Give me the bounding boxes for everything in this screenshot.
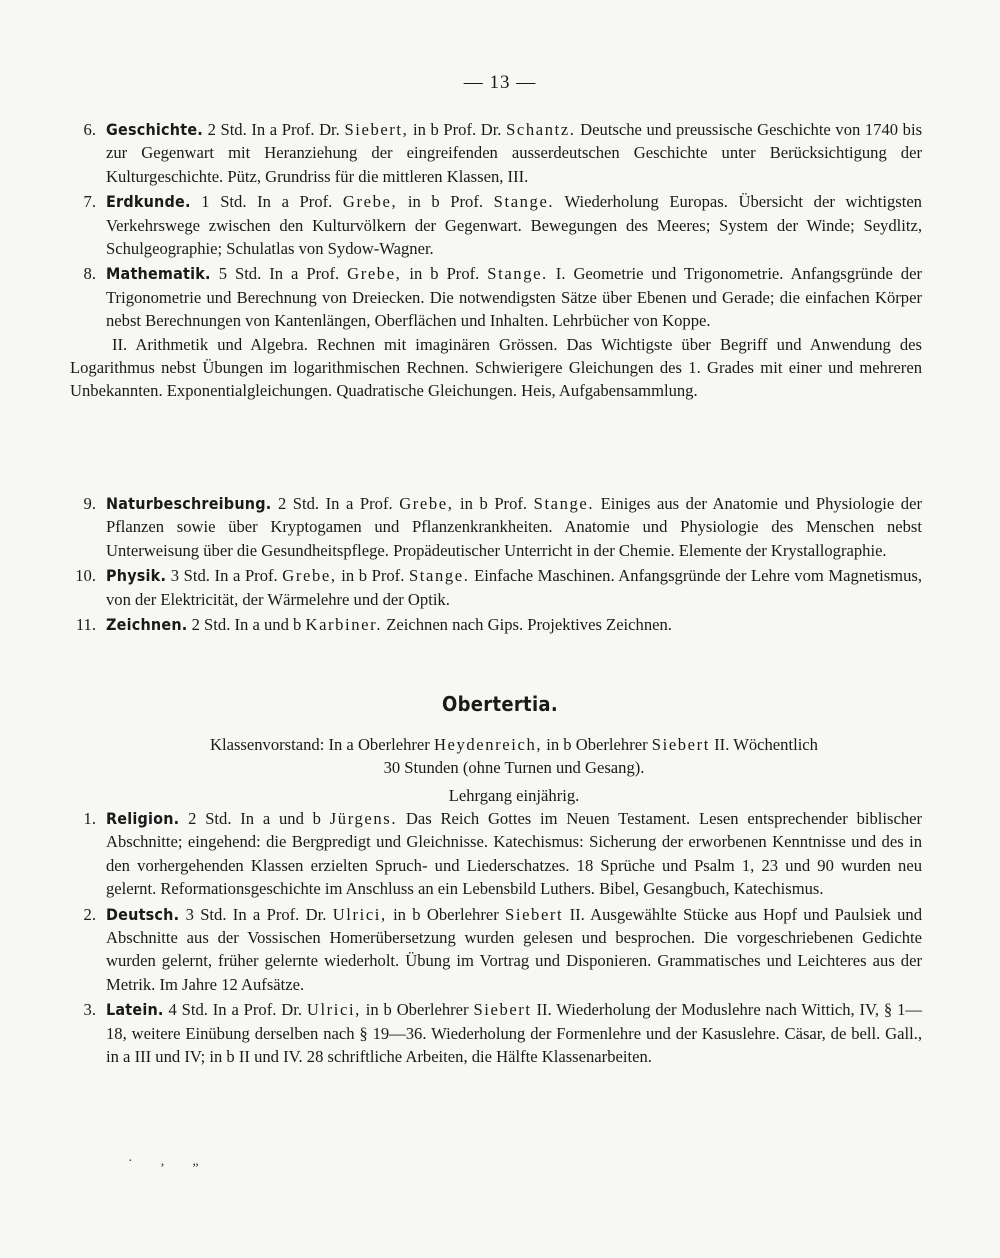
teacher-assignment-b: in b Oberlehrer <box>393 904 499 924</box>
bottom-entry-list <box>70 807 922 1068</box>
subject-hours: 3 Std. <box>185 904 227 924</box>
teacher-name-b: Siebert <box>505 904 564 924</box>
top-content <box>70 118 922 403</box>
top-entry-list <box>70 118 922 333</box>
entry-number: 6. <box>83 120 96 139</box>
teacher-name-a: Grebe, <box>399 494 454 513</box>
teacher-assignment-b: in b Prof. <box>407 192 484 212</box>
subject-entry <box>70 492 922 562</box>
class-info-post: II. Wöchentlich <box>714 735 818 754</box>
class-info-pre: Klassenvorstand: In a Oberlehrer <box>210 735 430 754</box>
entry-description: Das Reich Gottes im Neuen Testament. Lesen entsprechender biblischer Abschnitte; eingehend: die Bergpredigt und Gleichnisse. Katechismus: Sicherung der erworbenen Kenntnisse und des in den vorhergehenden Klassen erzielten Spruch- und Liederschatzes. 18 Sprüche und Psalm 1, 23 und 90 wurden neu gelernt. Reformationsgeschichte im Anschluss an ein Lebensbild Luthers. Bibel, Gesangbuch, Katechismus. <box>106 809 923 899</box>
teacher-name-a: Ulrici, <box>306 1000 361 1020</box>
subject-title: Erdkunde. <box>106 192 191 212</box>
teacher-assignment: In a Prof. <box>214 566 278 586</box>
teacher-name-a: Grebe, <box>282 566 337 586</box>
subject-title: Religion. <box>106 809 180 828</box>
teacher-assignment-b: in b Prof. <box>341 566 405 586</box>
class-info <box>70 733 958 807</box>
subject-title: Physik. <box>106 566 167 586</box>
subject-hours: 2 Std. <box>277 494 320 513</box>
teacher-assignment: In a Prof. Dr. <box>232 904 327 924</box>
subject-hours: 1 Std. <box>201 192 247 212</box>
teacher-assignment-b: in b Oberlehrer <box>365 1000 469 1020</box>
subject-hours: 5 Std. <box>218 264 262 284</box>
teacher-name-b: Stange. <box>408 566 470 586</box>
subject-entry <box>70 262 922 332</box>
teacher-name-b: Siebert <box>473 1000 532 1020</box>
teacher-assignment: In a Prof. Dr. <box>251 120 340 139</box>
teacher-assignment: In a und b <box>234 615 302 635</box>
subject-title: Geschichte. <box>106 120 203 139</box>
entry-description: II. Ausgewählte Stücke aus Hopf und Paulsiek und Abschnitte aus der Vossischen Homerübersetzung wurden gelesen und besprochen. Die vorgeschriebenen Gedichte wurden gelernt, früher gelernte wiederholt. Übung im Vortrag und Disponieren. Grammatisches und Leichteres aus der Metrik. Im Jahre 12 Aufsätze. <box>106 904 922 994</box>
entry-number: 1. <box>83 809 96 828</box>
page-number: — 13 — <box>463 72 537 93</box>
math-part-two: II. Arithmetik und Algebra. Rechnen mit imaginären Grössen. Das Wichtigste über Begriff und Anwendung des Logarithmus nebst Übungen im logarithmischen Rechnen. Schwierigere Gleichungen des 1. Grades mit einer und mehreren Unbekannten. Exponentialgleichungen. Quadratische Gleichungen. Heis, Aufgabensammlung. <box>70 334 922 401</box>
teacher-name-b: Schantz. <box>506 120 576 139</box>
subject-hours: 2 Std. <box>191 615 231 635</box>
entry-number: 11. <box>75 615 96 635</box>
class-info-mid: in b Oberlehrer <box>546 735 648 754</box>
subject-entry <box>70 807 922 901</box>
bottom-content <box>70 807 922 1068</box>
class-info-line-2: 30 Stunden (ohne Turnen und Gesang). <box>383 758 645 778</box>
subject-hours: 3 Std. <box>170 566 210 586</box>
course-length: Lehrgang einjährig. <box>448 785 580 805</box>
teacher-assignment-b: in b Prof. <box>409 264 480 284</box>
teacher-name-b: Stange. <box>493 192 555 212</box>
teacher-assignment: In a Prof. Dr. <box>212 1000 302 1020</box>
subject-title: Latein. <box>106 1000 164 1020</box>
entry-number: 9. <box>83 494 96 513</box>
section-title: Obertertia. <box>442 692 558 716</box>
subject-entry <box>70 613 922 636</box>
entry-description: Deutsche und preussische Geschichte von 1740 bis zur Gegenwart mit Heranziehung der eingreifenden ausserdeutschen Geschichte unter Berücksichtigung der Kulturgeschichte. Pütz, Grundriss für die mittleren Klassen, III. <box>106 120 923 186</box>
teacher-name-b: Stange. <box>487 264 548 284</box>
entry-number: 3. <box>83 1000 96 1020</box>
subject-entry <box>70 998 922 1068</box>
entry-description: II. Wiederholung der Moduslehre nach Wittich, IV, § 1—18, weitere Einübung derselben nach § 19—36. Wiederholung der Formenlehre und der Kasuslehre. Cäsar, de bell. Gall., in a III und IV; in b II und IV. 28 schriftliche Arbeiten, die Hälfte Klassenarbeiten. <box>106 1000 922 1067</box>
subject-title: Mathematik. <box>106 264 211 284</box>
entry-number: 10. <box>75 566 96 586</box>
teacher-name-b: Stange. <box>533 494 595 513</box>
entry-description: Zeichnen nach Gips. Projektives Zeichnen. <box>386 615 672 635</box>
subject-entry <box>70 564 922 611</box>
subject-entry <box>70 190 922 260</box>
teacher-name-a: Jürgens. <box>329 809 398 828</box>
entry-number: 2. <box>83 904 96 924</box>
teacher-name-a: Grebe, <box>342 192 398 212</box>
teacher-assignment-b: in b Prof. Dr. <box>413 120 502 139</box>
teacher-assignment: In a und b <box>240 809 321 828</box>
mid-entry-list <box>70 492 922 636</box>
entry-description: Einfache Maschinen. Anfangsgründe der Lehre vom Magnetismus, von der Elektricität, der Wärmelehre und der Optik. <box>106 566 922 609</box>
subject-title: Zeichnen. <box>106 615 188 635</box>
teacher-assignment: In a Prof. <box>325 494 393 513</box>
subject-hours: 2 Std. <box>188 809 232 828</box>
subject-entry <box>70 118 922 188</box>
class-teacher-b: Siebert <box>651 735 710 754</box>
entry-number: 8. <box>83 264 96 284</box>
entry-description: Wiederholung Europas. Übersicht der wichtigsten Verkehrswege zwischen den Kulturvölkern der Gegenwart. Bewegungen des Meeres; System der Winde; Seydlitz, Schulgeographie; Schulatlas von Sydow-Wagner. <box>106 192 922 259</box>
subject-title: Deutsch. <box>106 904 180 924</box>
entry-description: I. Geometrie und Trigonometrie. Anfangsgründe der Trigonometrie und Berechnung von Dreiecken. Die notwendigsten Sätze über Ebenen und Gerade; die einfachen Körper nebst Berechnungen von Kantenlängen, Oberflächen und Inhalten. Lehrbücher von Koppe. <box>106 264 922 331</box>
teacher-name-a: Grebe, <box>347 264 402 284</box>
subject-title: Naturbeschreibung. <box>106 494 272 513</box>
entry-description: Einiges aus der Anatomie und Physiologie der Pflanzen sowie über Kryptogamen und Pflanzenkrankheiten. Anatomie und Physiologie des Menschen nebst Unterweisung über die Gesundheitspflege. Propädeutischer Unterricht in der Chemie. Elemente der Krystallographie. <box>106 494 922 560</box>
teacher-name-a: Ulrici, <box>332 904 387 924</box>
entry-number: 7. <box>83 192 96 212</box>
teacher-assignment: In a Prof. <box>257 192 333 212</box>
class-info-line-1 <box>70 733 958 756</box>
subject-entry <box>70 903 922 997</box>
teacher-assignment: In a Prof. <box>269 264 340 284</box>
footer-marks: · ‚ „ <box>128 1154 211 1169</box>
subject-hours: 4 Std. <box>168 1000 208 1020</box>
mid-content <box>70 492 922 636</box>
subject-hours: 2 Std. <box>207 120 247 139</box>
teacher-name-a: Siebert, <box>344 120 409 139</box>
class-teacher-a: Heydenreich, <box>433 735 543 754</box>
teacher-name-a: Karbiner. <box>305 615 383 635</box>
teacher-assignment-b: in b Prof. <box>460 494 528 513</box>
